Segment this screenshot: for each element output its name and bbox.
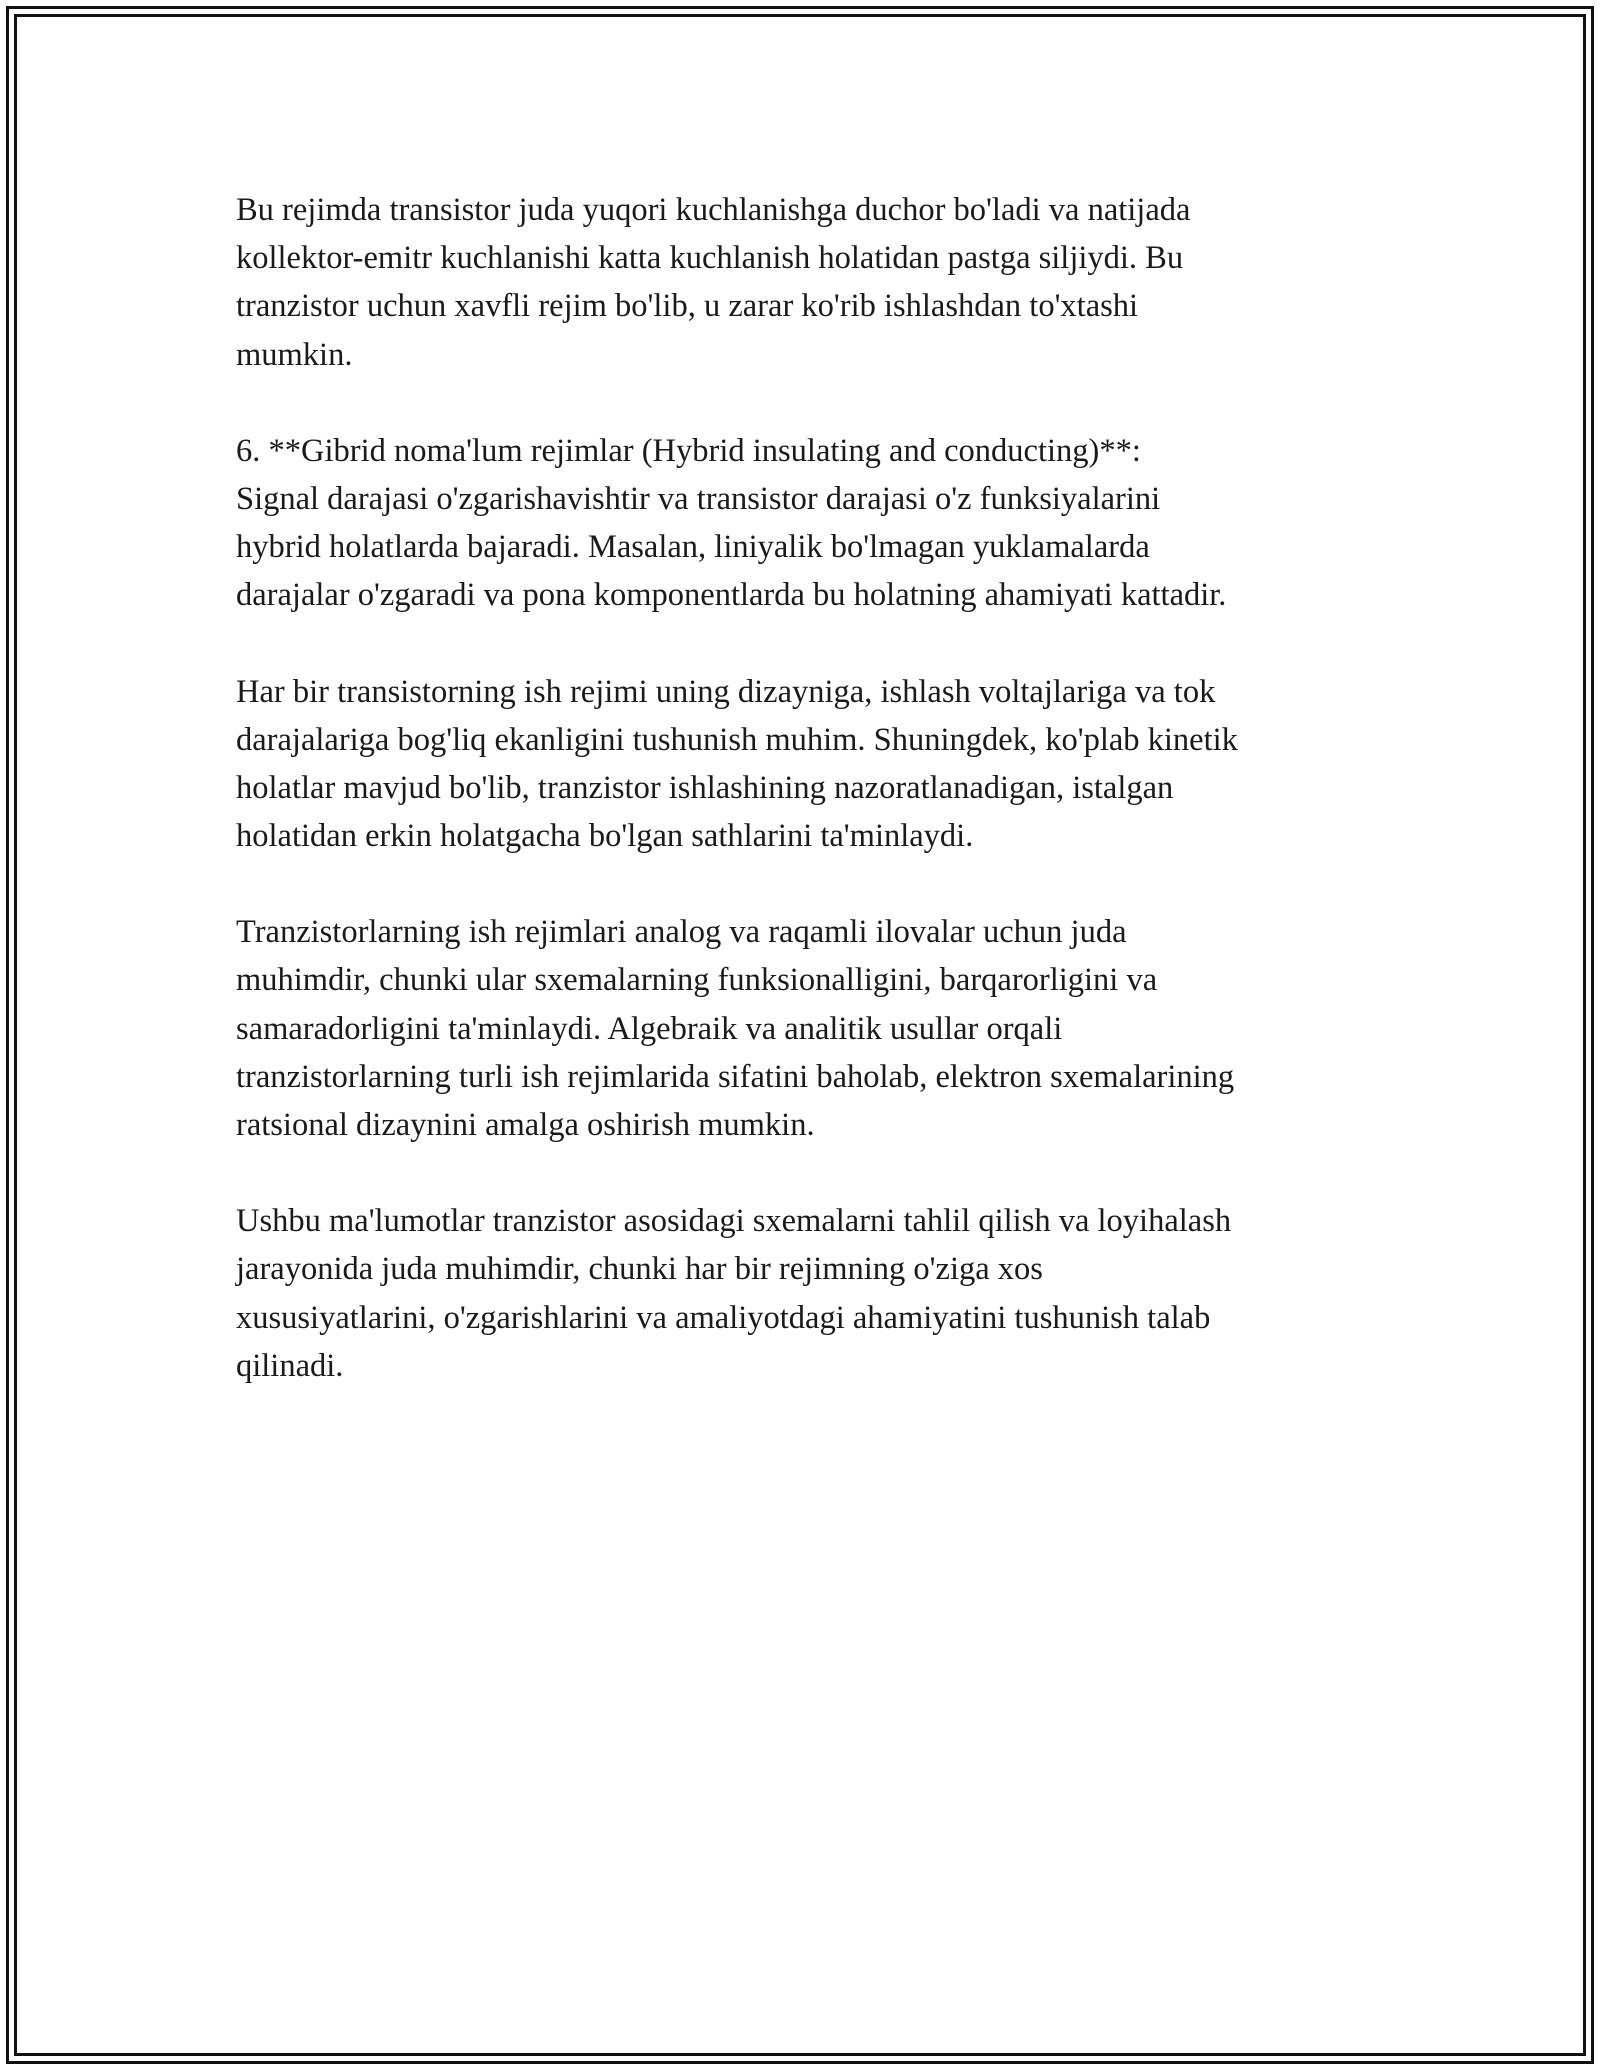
- text-line: samaradorligini ta'minlaydi. Algebraik va analitik usullar orqali: [236, 1010, 1063, 1047]
- paragraph-conclusion: [236, 1197, 1376, 1390]
- document-body: [236, 186, 1376, 1438]
- text-line: darajalar o'zgaradi va pona komponentlarda bu holatning ahamiyati kattadir.: [236, 577, 1227, 614]
- text-line: xususiyatlarini, o'zgarishlarini va amaliyotdagi ahamiyatini tushunish talab: [236, 1299, 1211, 1336]
- text-line: jarayonida juda muhimdir, chunki har bir rejimning o'ziga xos: [236, 1251, 1043, 1288]
- text-line: Bu rejimda transistor juda yuqori kuchlanishga duchor bo'ladi va natijada: [236, 192, 1191, 228]
- text-line: kollektor-emitr kuchlanishi katta kuchlanish holatidan pastga siljiydi. Bu: [236, 240, 1184, 277]
- text-line: 6. **Gibrid noma'lum rejimlar (Hybrid insulating and conducting)**:: [236, 432, 1141, 469]
- text-line: tranzistorlarning turli ish rejimlarida sifatini baholab, elektron sxemalarining: [236, 1058, 1235, 1095]
- text-line: ratsional dizaynini amalga oshirish mumkin.: [236, 1107, 815, 1143]
- paragraph-operating-mode: [236, 668, 1376, 861]
- paragraph-breakdown-mode: [236, 186, 1376, 379]
- text-line: mumkin.: [236, 336, 353, 373]
- text-line: Tranzistorlarning ish rejimlari analog va raqamli ilovalar uchun juda: [236, 914, 1127, 951]
- text-line: Ushbu ma'lumotlar tranzistor asosidagi sxemalarni tahlil qilish va loyihalash: [236, 1203, 1232, 1240]
- text-line: holatlar mavjud bo'lib, tranzistor ishlashining nazoratlanadigan, istalgan: [236, 769, 1174, 806]
- text-line: Signal darajasi o'zgarishavishtir va transistor darajasi o'z funksiyalarini: [236, 480, 1161, 517]
- text-line: qilinadi.: [236, 1347, 344, 1384]
- text-line: hybrid holatlarda bajaradi. Masalan, liniyalik bo'lmagan yuklamalarda: [236, 529, 1150, 566]
- paragraph-applications: [236, 908, 1376, 1149]
- text-line: tranzistor uchun xavfli rejim bo'lib, u zarar ko'rib ishlashdan to'xtashi: [236, 288, 1139, 325]
- text-line: muhimdir, chunki ular sxemalarning funksionalligini, barqarorligini va: [236, 962, 1158, 999]
- paragraph-hybrid-modes: [236, 427, 1376, 620]
- text-line: Har bir transistorning ish rejimi uning dizayniga, ishlash voltajlariga va tok: [236, 673, 1216, 710]
- text-line: darajalariga bog'liq ekanligini tushunish muhim. Shuningdek, ko'plab kinetik: [236, 721, 1238, 758]
- text-line: holatidan erkin holatgacha bo'lgan sathlarini ta'minlaydi.: [236, 818, 974, 855]
